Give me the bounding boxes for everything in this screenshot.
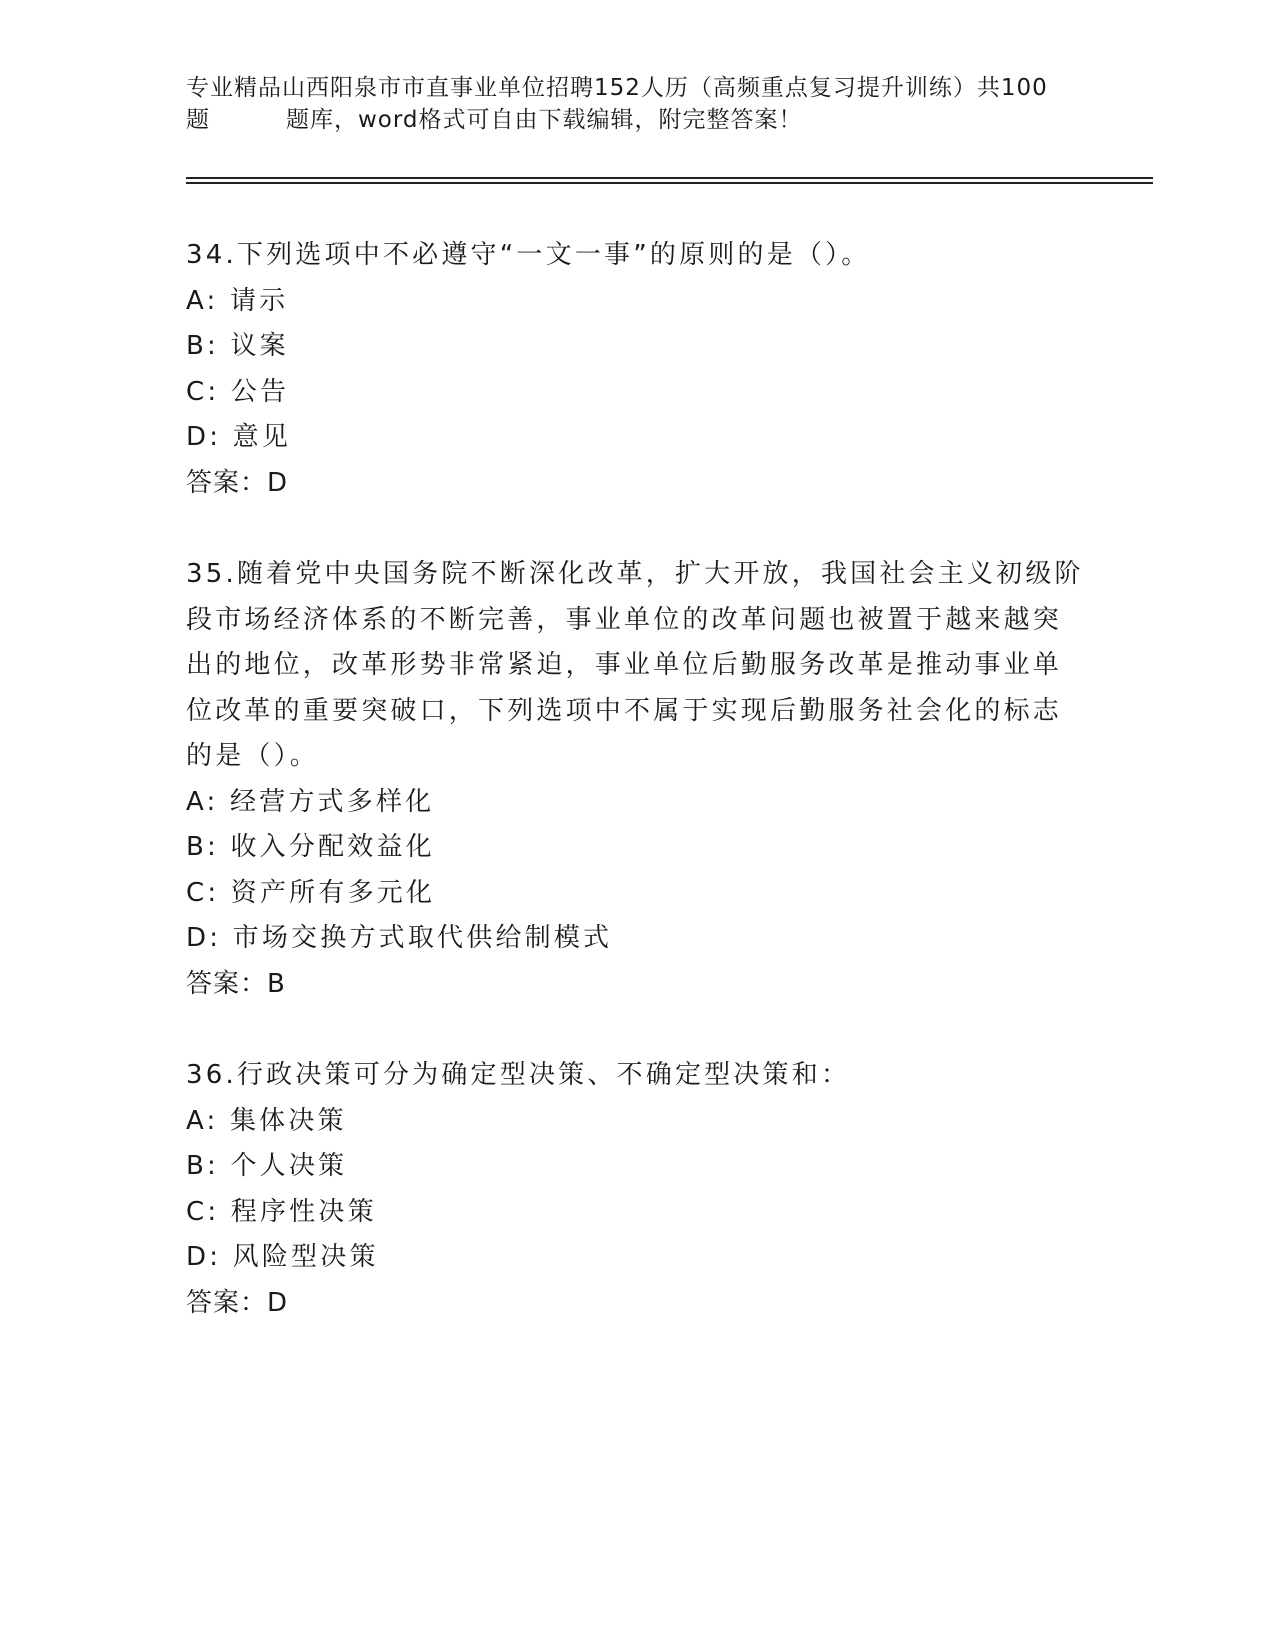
question-35 [186, 552, 1086, 1007]
header-divider-bottom [186, 182, 1153, 184]
question-34 [186, 233, 1086, 506]
option-b: B: 收入分配效益化 [186, 832, 435, 862]
question-stem: 36.行政决策可分为确定型决策、不确定型决策和： [186, 1060, 851, 1090]
header-line-2-left: 题 [186, 107, 210, 133]
option-a: A: 经营方式多样化 [186, 786, 435, 817]
header-line-2-right: 题库，word格式可自由下载编辑，附完整答案！ [286, 107, 803, 133]
option-d: D: 风险型决策 [186, 1242, 379, 1272]
option-a: A: 集体决策 [186, 1105, 347, 1136]
option-a: A: 请示 [186, 285, 289, 316]
question-list [186, 233, 1086, 1372]
question-36 [186, 1053, 1086, 1326]
option-c: C: 公告 [186, 376, 290, 407]
header-line-1: 专业精品山西阳泉市市直事业单位招聘152人历（高频重点复习提升训练）共100 [186, 75, 1048, 101]
question-stem-line: 的是（）。 [186, 741, 320, 771]
answer: 答案：D [186, 1287, 289, 1318]
question-stem-line: 段市场经济体系的不断完善，事业单位的改革问题也被置于越来越突 [186, 604, 1063, 635]
option-b: B: 议案 [186, 331, 289, 361]
option-c: C: 程序性决策 [186, 1196, 377, 1227]
option-d: D: 市场交换方式取代供给制模式 [186, 923, 613, 953]
question-stem-line: 位改革的重要突破口，下列选项中不属于实现后勤服务社会化的标志 [186, 695, 1063, 726]
header-divider-top [186, 177, 1153, 179]
answer: 答案：D [186, 467, 289, 498]
question-stem-line: 出的地位，改革形势非常紧迫，事业单位后勤服务改革是推动事业单 [186, 650, 1063, 680]
question-stem: 34.下列选项中不必遵守“一文一事”的原则的是（）。 [186, 240, 871, 270]
question-stem-line: 35.随着党中央国务院不断深化改革，扩大开放，我国社会主义初级阶 [186, 559, 1084, 589]
document-header [186, 72, 1086, 136]
option-d: D: 意见 [186, 422, 292, 452]
option-b: B: 个人决策 [186, 1151, 348, 1181]
option-c: C: 资产所有多元化 [186, 877, 436, 908]
header-line-2 [186, 104, 1086, 136]
answer: 答案：B [186, 968, 286, 999]
